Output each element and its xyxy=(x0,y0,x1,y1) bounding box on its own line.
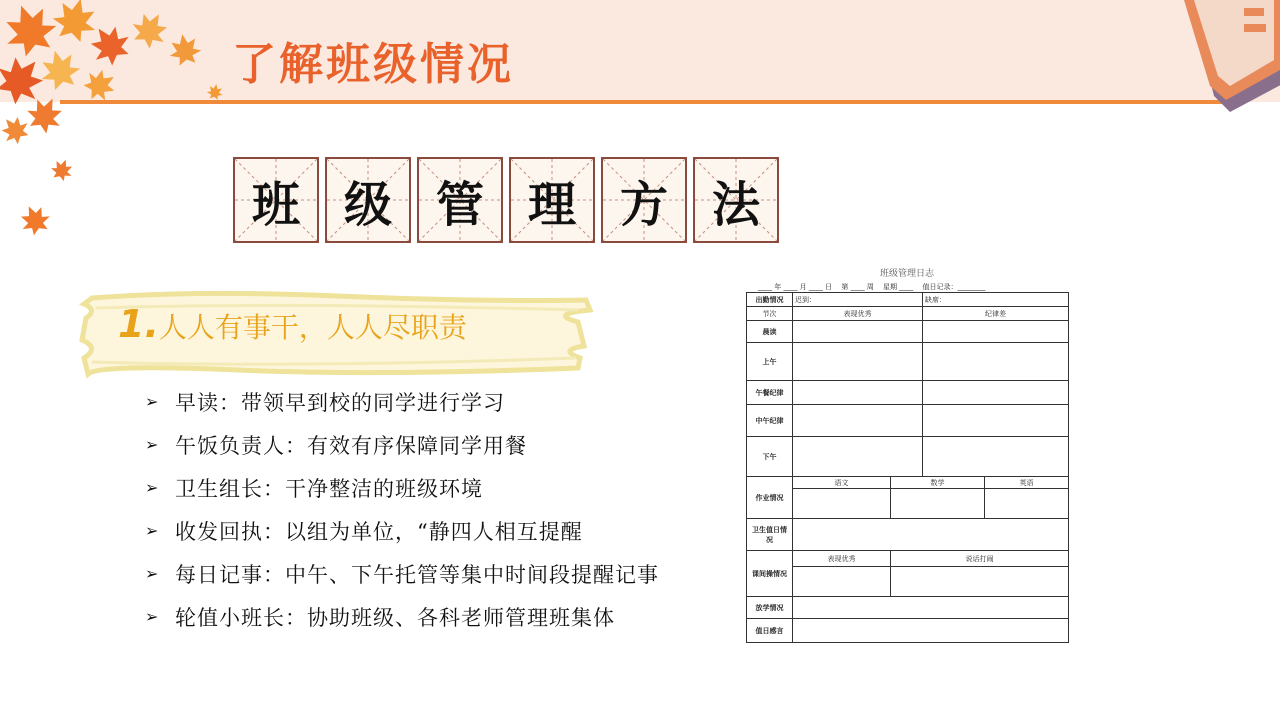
table-row xyxy=(747,477,1069,489)
title-tile xyxy=(509,157,595,243)
title-character: 级 xyxy=(343,176,392,233)
table-row xyxy=(747,551,1069,567)
list-item xyxy=(145,595,659,638)
form-date-line: ____ 年 ____ 月 ____ 日 第 ____ 周 星期 ____ 值日记录：________ xyxy=(758,283,986,291)
responsibility-list xyxy=(145,380,659,638)
table-row xyxy=(747,567,1069,597)
list-item xyxy=(145,423,659,466)
section-number: 1. xyxy=(118,302,159,346)
row-label: 下午 xyxy=(747,437,793,477)
table-row xyxy=(747,437,1069,477)
book-decoration xyxy=(1170,0,1280,112)
title-character: 班 xyxy=(251,176,300,233)
row-label: 上午 xyxy=(747,343,793,381)
form-title: 班级管理日志 xyxy=(879,269,934,279)
table-row xyxy=(747,293,1069,307)
row-label: 午餐纪律 xyxy=(747,381,793,405)
page-title: 了解班级情况 xyxy=(232,39,514,90)
homework-label: 作业情况 xyxy=(747,477,793,519)
row-label: 中午纪律 xyxy=(747,405,793,437)
title-tile xyxy=(693,157,779,243)
period-label: 节次 xyxy=(747,307,793,321)
table-row xyxy=(747,405,1069,437)
form-table xyxy=(746,292,1069,643)
title-tile xyxy=(233,157,319,243)
list-item-text: 收发回执：以组为单位，“静四人相互提醒 xyxy=(175,519,583,544)
good-label: 表现优秀 xyxy=(793,307,923,321)
list-item-text: 午饭负责人：有效有序保障同学用餐 xyxy=(175,433,527,458)
method-title-tiles xyxy=(233,157,785,243)
list-item xyxy=(145,466,659,509)
after-school-label: 放学情况 xyxy=(747,597,793,619)
list-item-text: 轮值小班长：协助班级、各科老师管理班集体 xyxy=(175,605,615,630)
table-row xyxy=(747,519,1069,551)
section-heading xyxy=(118,302,467,346)
subject-label: 数学 xyxy=(891,477,985,489)
list-item xyxy=(145,552,659,595)
title-character: 法 xyxy=(711,176,760,233)
title-tile xyxy=(325,157,411,243)
late-cell: 迟到： xyxy=(793,293,923,307)
arrow-bullet-icon: ➢ xyxy=(145,478,160,497)
table-row xyxy=(747,381,1069,405)
arrow-bullet-icon: ➢ xyxy=(145,392,160,411)
row-label: 晨读 xyxy=(747,321,793,343)
table-row xyxy=(747,307,1069,321)
table-row xyxy=(747,619,1069,643)
header-divider xyxy=(60,100,1240,104)
table-row xyxy=(747,489,1069,519)
exercise-label: 课间操情况 xyxy=(747,551,793,597)
arrow-bullet-icon: ➢ xyxy=(145,521,160,540)
subject-label: 英语 xyxy=(985,477,1069,489)
list-item-text: 早读：带领早到校的同学进行学习 xyxy=(175,390,505,415)
hygiene-label: 卫生值日情况 xyxy=(747,519,793,551)
title-tile xyxy=(417,157,503,243)
absent-cell: 缺席： xyxy=(923,293,1069,307)
arrow-bullet-icon: ➢ xyxy=(145,607,160,626)
title-character: 理 xyxy=(527,176,576,233)
list-item xyxy=(145,509,659,552)
discipline-label: 纪律差 xyxy=(923,307,1069,321)
table-row xyxy=(747,321,1069,343)
table-row xyxy=(747,597,1069,619)
list-item-text: 卫生组长：干净整洁的班级环境 xyxy=(175,476,483,501)
attendance-label: 出勤情况 xyxy=(747,293,793,307)
exercise-talk-label: 说话打闹 xyxy=(891,551,1069,567)
duty-feeling-label: 值日感言 xyxy=(747,619,793,643)
table-row xyxy=(747,343,1069,381)
title-character: 方 xyxy=(619,176,668,233)
title-tile xyxy=(601,157,687,243)
section-heading-text: 人人有事干，人人尽职责 xyxy=(158,311,467,344)
class-log-form xyxy=(738,266,1076,646)
arrow-bullet-icon: ➢ xyxy=(145,564,160,583)
exercise-good-label: 表现优秀 xyxy=(793,551,891,567)
subject-label: 语文 xyxy=(793,477,891,489)
list-item xyxy=(145,380,659,423)
maple-leaves-decoration xyxy=(0,0,230,250)
list-item-text: 每日记事：中午、下午托管等集中时间段提醒记事 xyxy=(175,562,659,587)
arrow-bullet-icon: ➢ xyxy=(145,435,160,454)
title-character: 管 xyxy=(435,176,484,233)
